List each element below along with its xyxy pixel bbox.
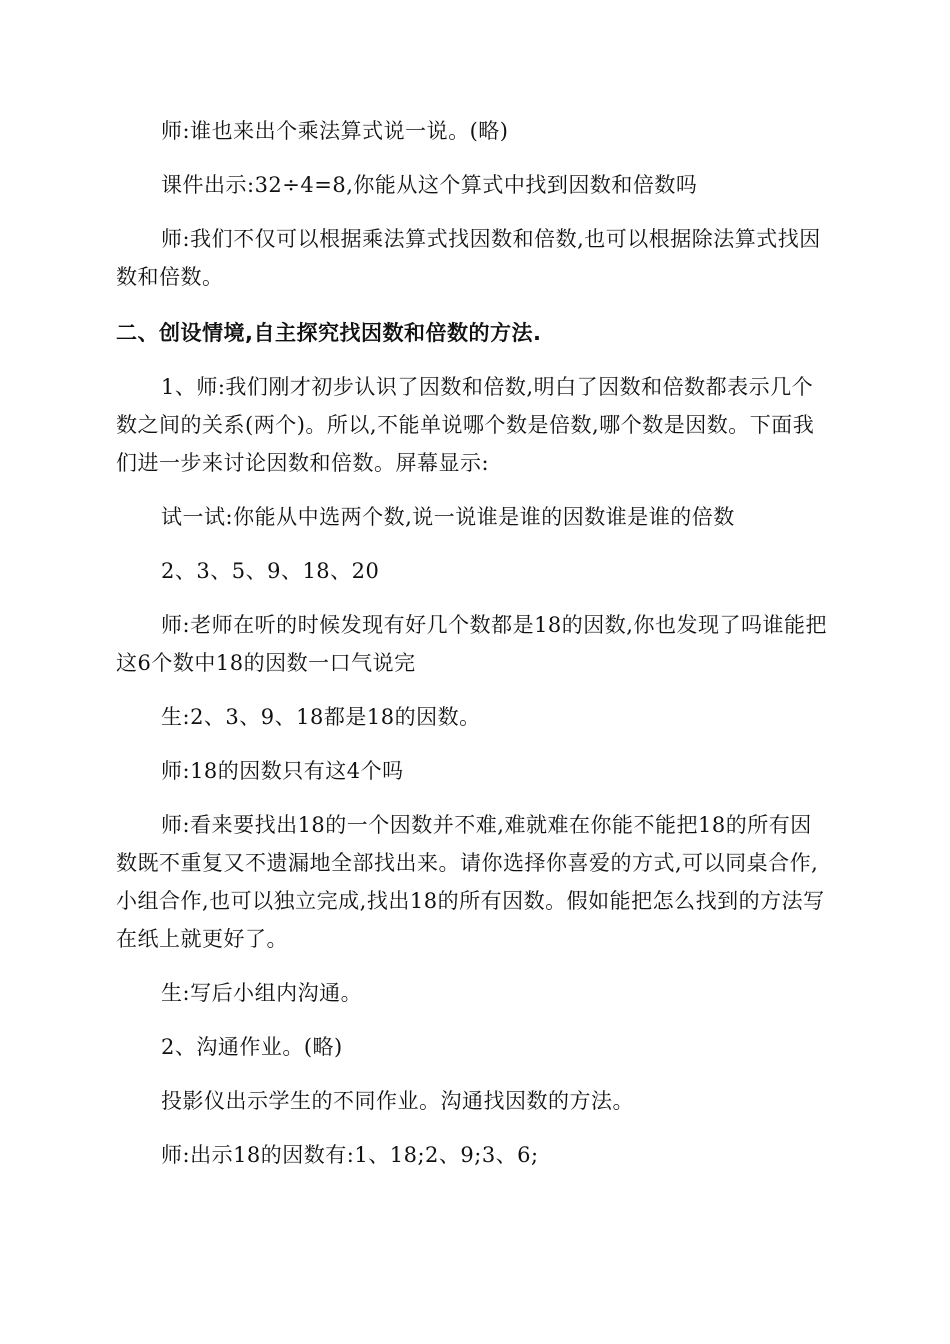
paragraph-try-it: 试一试:你能从中选两个数,说一说谁是谁的因数谁是谁的倍数 [161,505,735,529]
paragraph-student-group: 生:写后小组内沟通。 [161,981,363,1005]
paragraph-teacher-division-factors: 师:我们不仅可以根据乘法算式找因数和倍数,也可以根据除法算式找因数和倍数。 [116,227,821,289]
paragraph-teacher-show-factors: 师:出示18的因数有:1、18;2、9;3、6; [161,1143,539,1167]
paragraph-courseware-division: 课件出示:32÷4=8,你能从这个算式中找到因数和倍数吗 [161,173,698,197]
paragraph-number-list: 2、3、5、9、18、20 [161,559,380,583]
paragraph-teacher-intro: 1、师:我们刚才初步认识了因数和倍数,明白了因数和倍数都表示几个数之间的关系(两个)。所以,不能单说哪个数是倍数,哪个数是因数。下面我们进一步来讨论因数和倍数。屏幕显示: [116,375,815,475]
paragraph-teacher-factors-of-18: 师:老师在听的时候发现有好几个数都是18的因数,你也发现了吗谁能把这6个数中18的因数一口气说完 [116,613,827,675]
paragraph-teacher-only-four: 师:18的因数只有这4个吗 [161,759,404,783]
paragraph-exchange-homework: 2、沟通作业。(略) [161,1035,343,1059]
paragraph-teacher-multiplication: 师:谁也来出个乘法算式说一说。(略) [161,119,509,143]
paragraph-student-answer: 生:2、3、9、18都是18的因数。 [161,705,481,729]
paragraph-teacher-find-all: 师:看来要找出18的一个因数并不难,难就难在你能不能把18的所有因数既不重复又不遗漏地全部找出来。请你选择你喜爱的方式,可以同桌合作,小组合作,也可以独立完成,找出18的所有因数。假如能把怎么找到的方法写在纸上就更好了。 [116,813,825,951]
section-heading-two: 二、创设情境,自主探究找因数和倍数的方法. [116,321,542,345]
paragraph-projector: 投影仪出示学生的不同作业。沟通找因数的方法。 [161,1089,634,1113]
